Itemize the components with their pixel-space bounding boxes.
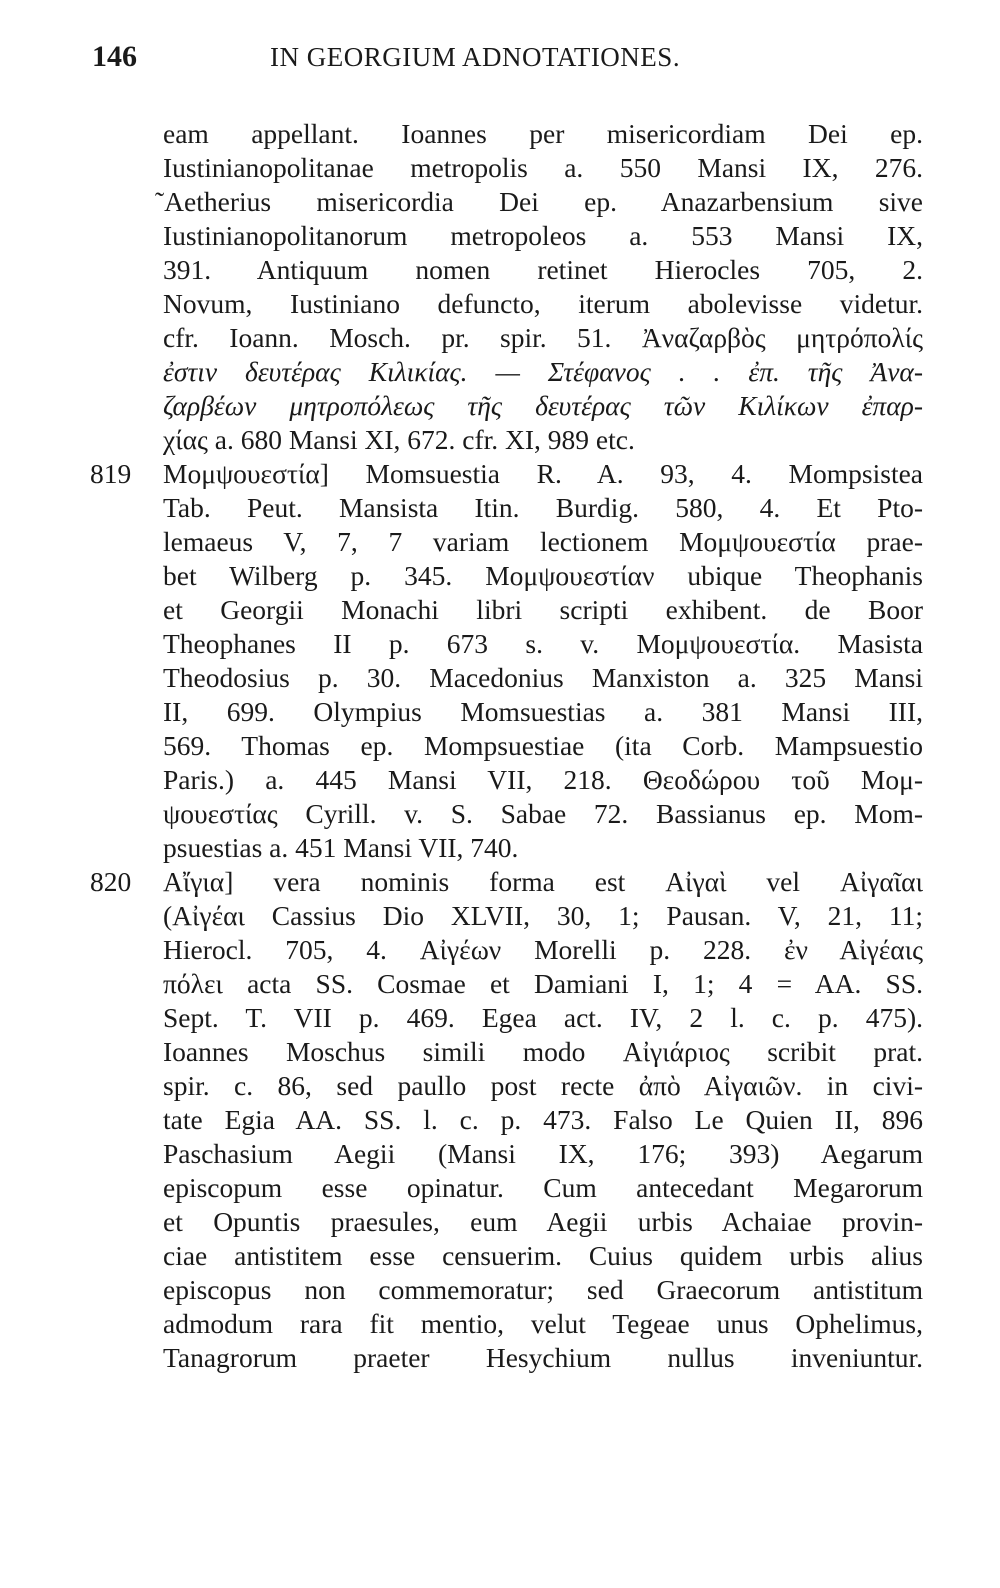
- text-line: πόλει acta SS. Cosmae et Damiani I, 1; 4 = AA. SS.: [163, 968, 923, 999]
- text-line: Novum, Iustiniano defuncto, iterum abolevisse videtur.: [163, 288, 923, 319]
- text-line: spir. c. 86, sed paullo post recte ἀπὸ Αἰγαιῶν. in civi-: [163, 1070, 923, 1101]
- text-line: et Opuntis praesules, eum Aegii urbis Achaiae provin-: [163, 1206, 923, 1237]
- text-line: ciae antistitem esse censuerim. Cuius quidem urbis alius: [163, 1240, 923, 1271]
- text-line: Μομψουεστία] Momsuestia R. A. 93, 4. Mompsistea: [163, 458, 923, 489]
- text-line: eam appellant. Ioannes per misericordiam Dei ep.: [163, 118, 923, 149]
- text-line: Αἴγια] vera nominis forma est Αἰγαὶ vel Αἰγαῖαι: [163, 866, 923, 897]
- text-line: II, 699. Olympius Momsuestias a. 381 Mansi III,: [163, 696, 923, 727]
- running-title: IN GEORGIUM ADNOTATIONES.: [270, 42, 681, 72]
- text-line: Paris.) a. 445 Mansi VII, 218. Θεοδώρου τοῦ Μομ-: [163, 764, 923, 795]
- text-line: tate Egia AA. SS. l. c. p. 473. Falso Le Quien II, 896: [163, 1104, 923, 1135]
- text-line: Hierocl. 705, 4. Αἰγέων Morelli p. 228. ἐν Αἰγέαις: [163, 934, 923, 965]
- text-line: admodum rara fit mentio, velut Tegeae unus Ophelimus,: [163, 1308, 923, 1339]
- text-line: Sept. T. VII p. 469. Egea act. IV, 2 l. c. p. 475).: [163, 1002, 923, 1033]
- text-line: Ioannes Moschus simili modo Αἰγιάριος scribit prat.: [163, 1036, 923, 1067]
- text-line: 569. Thomas ep. Mompsuestiae (ita Corb. Mampsuestio: [163, 730, 923, 761]
- text-line: ἐστιν δευτέρας Κιλικίας. — Στέφανος . . ἐπ. τῆς Ἀνα-: [163, 356, 923, 387]
- text-line: Tanagrorum praeter Hesychium nullus inveniuntur.: [163, 1342, 923, 1373]
- text-line: lemaeus V, 7, 7 variam lectionem Μομψουεστία prae-: [163, 526, 923, 557]
- text-line: episcopus non commemoratur; sed Graecorum antistitum: [163, 1274, 923, 1305]
- text-line: Paschasium Aegii (Mansi IX, 176; 393) Aegarum: [163, 1138, 923, 1169]
- text-line: 391. Antiquum nomen retinet Hierocles 705, 2.: [163, 254, 923, 285]
- text-line: χίας a. 680 Mansi XI, 672. cfr. XI, 989 etc.: [163, 424, 635, 455]
- text-line: Iustinianopolitanorum metropoleos a. 553 Mansi IX,: [163, 220, 923, 251]
- text-line: ˜Aetherius misericordia Dei ep. Anazarbensium sive: [155, 186, 923, 217]
- text-line: psuestias a. 451 Mansi VII, 740.: [163, 832, 519, 863]
- page-number: 146: [92, 40, 137, 73]
- text-line: ψουεστίας Cyrill. v. S. Sabae 72. Bassianus ep. Mom-: [163, 798, 923, 829]
- text-line: (Αἰγέαι Cassius Dio XLVII, 30, 1; Pausan. V, 21, 11;: [163, 900, 923, 931]
- text-line: Tab. Peut. Mansista Itin. Burdig. 580, 4. Et Pto-: [163, 492, 923, 523]
- note-number-819: 819: [90, 458, 132, 489]
- text-line: bet Wilberg p. 345. Μομψουεστίαν ubique Theophanis: [163, 560, 923, 591]
- text-line: et Georgii Monachi libri scripti exhibent. de Boor: [163, 594, 923, 625]
- text-line: episcopum esse opinatur. Cum antecedant Megarorum: [163, 1172, 923, 1203]
- text-line: cfr. Ioann. Mosch. pr. spir. 51. Ἀναζαρβὸς μητρόπολίς: [163, 322, 923, 353]
- note-number-820: 820: [90, 866, 132, 897]
- text-line: Theophanes II p. 673 s. v. Μομψουεστία. Masista: [163, 628, 923, 659]
- text-line: Theodosius p. 30. Macedonius Manxiston a. 325 Mansi: [163, 662, 923, 693]
- text-line: ζαρβέων μητροπόλεως τῆς δευτέρας τῶν Κιλίκων ἐπαρ-: [163, 390, 923, 421]
- text-line: Iustinianopolitanae metropolis a. 550 Mansi IX, 276.: [163, 152, 923, 183]
